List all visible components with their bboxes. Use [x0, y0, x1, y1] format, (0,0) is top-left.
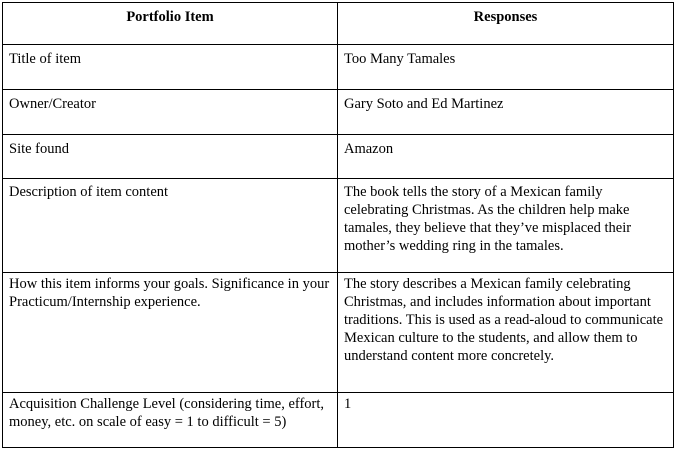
row-response-description: The book tells the story of a Mexican family celebrating Christmas. As the children help make tamales, they believe that they’ve misplaced their mother’s wedding ring in the tamales. — [338, 179, 674, 273]
row-label-owner: Owner/Creator — [3, 90, 338, 135]
row-response-site: Amazon — [338, 135, 674, 179]
row-response-acquisition: 1 — [338, 393, 674, 448]
table-row — [3, 273, 674, 393]
row-label-site: Site found — [3, 135, 338, 179]
row-response-title: Too Many Tamales — [338, 45, 674, 90]
header-portfolio-item: Portfolio Item — [3, 3, 338, 45]
header-responses: Responses — [338, 3, 674, 45]
row-response-goals: The story describes a Mexican family celebrating Christmas, and includes information about important traditions. This is used as a read-aloud to communicate Mexican culture to the students, and allow them to understand content more concretely. — [338, 273, 674, 393]
table-row — [3, 393, 674, 448]
row-label-description: Description of item content — [3, 179, 338, 273]
portfolio-table — [2, 2, 674, 448]
row-response-owner: Gary Soto and Ed Martinez — [338, 90, 674, 135]
row-label-title: Title of item — [3, 45, 338, 90]
row-label-goals: How this item informs your goals. Significance in your Practicum/Internship experience. — [3, 273, 338, 393]
table-row — [3, 90, 674, 135]
table-row — [3, 179, 674, 273]
table-row — [3, 45, 674, 90]
table-row — [3, 135, 674, 179]
row-label-acquisition: Acquisition Challenge Level (considering time, effort, money, etc. on scale of easy = 1 to difficult = 5) — [3, 393, 338, 448]
header-row — [3, 3, 674, 45]
